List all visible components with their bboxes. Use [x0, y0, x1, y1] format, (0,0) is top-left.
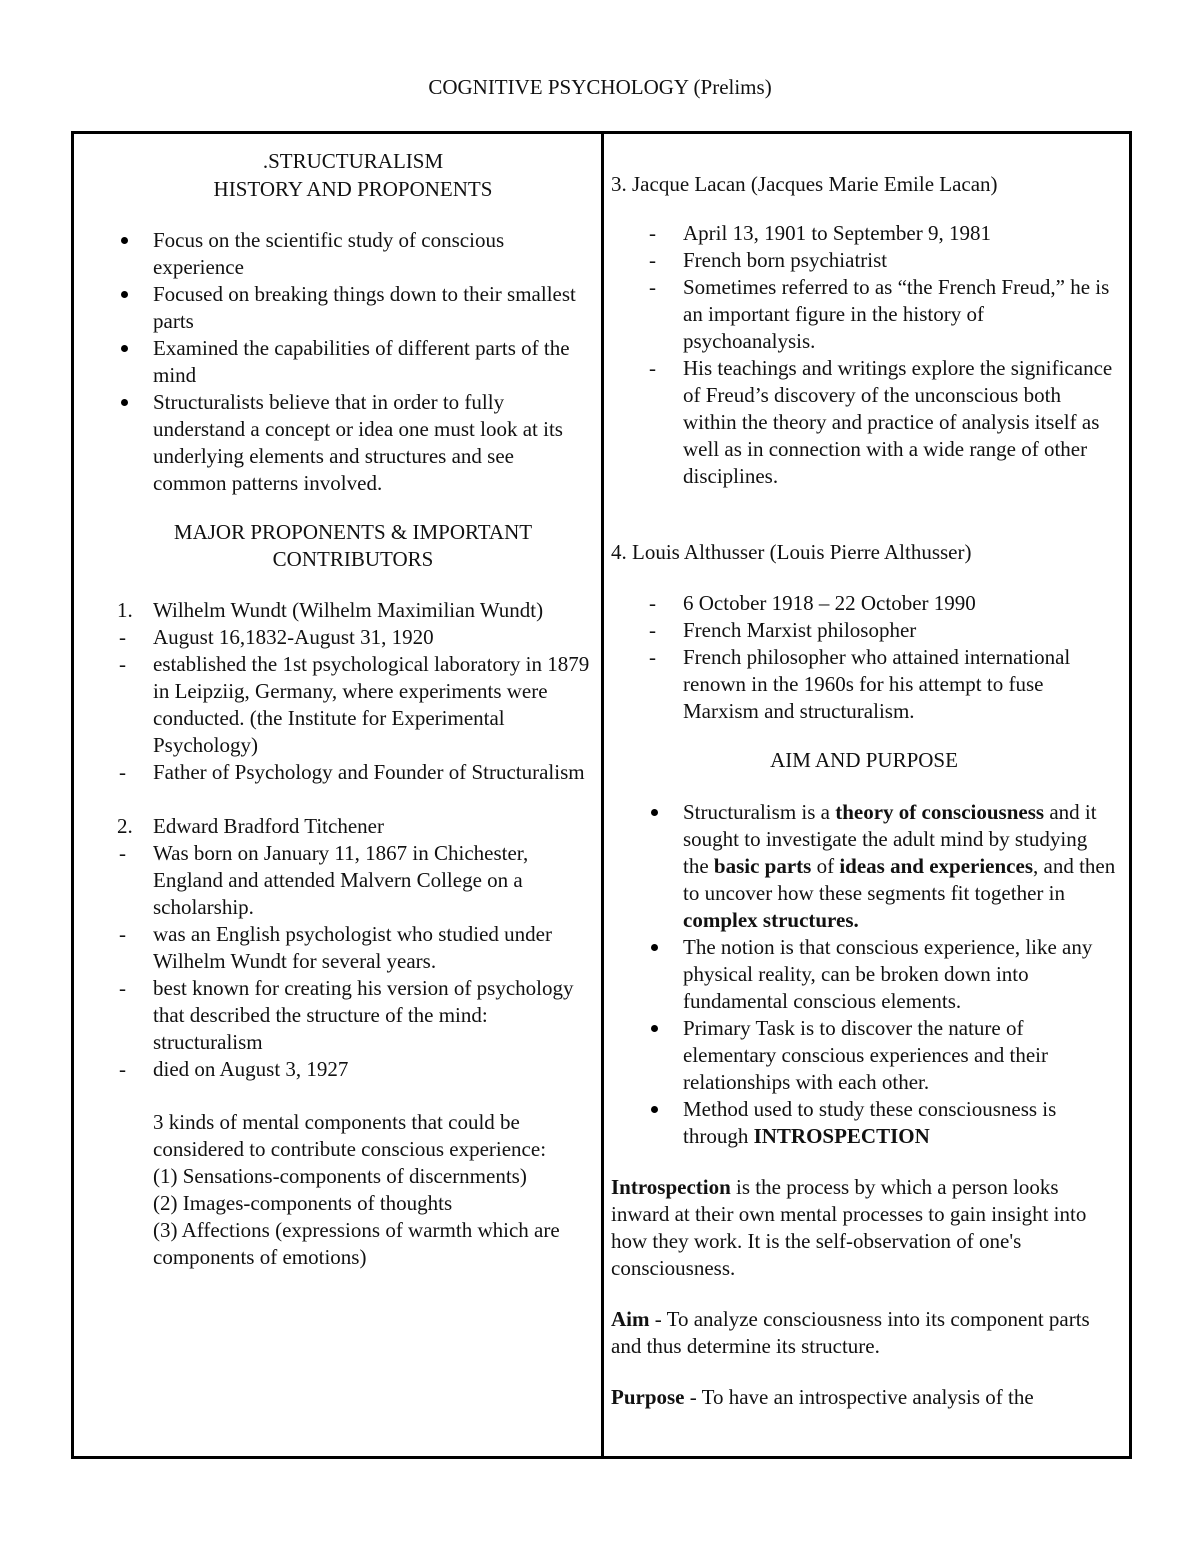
term: Purpose	[611, 1385, 685, 1409]
lacan-title: 3. Jacque Lacan (Jacques Marie Emile Lacan)	[611, 172, 998, 196]
aim-text: of	[811, 854, 840, 878]
titchener-fact	[115, 1056, 591, 1083]
althusser-fact	[645, 644, 1117, 725]
bullet-text: The notion is that conscious experience, like any physical reality, can be broken down into fundamental conscious elements.	[683, 935, 1093, 1013]
component-item: (3) Affections (expressions of warmth which are components of emotions)	[153, 1218, 560, 1269]
wundt-fact	[115, 624, 591, 651]
history-bullet	[115, 281, 591, 335]
titchener-section	[115, 813, 591, 1083]
term: Introspection	[611, 1175, 731, 1199]
bullet-text: Focus on the scientific study of conscious experience	[153, 228, 505, 279]
history-heading	[115, 175, 591, 202]
aim-text: , and then to uncover how these segments fit together in	[683, 854, 1116, 905]
fact-text: established the 1st psychological laboratory in 1879 in Leipziig, Germany, where experiments were conducted. (the Institute for Experimental Psychology)	[153, 652, 590, 757]
althusser-fact	[645, 617, 1117, 644]
component-item: (1) Sensations-components of discernments)	[153, 1164, 527, 1188]
aim-bullet	[645, 799, 1117, 934]
aim-bullet-list	[611, 799, 1117, 1150]
lacan-facts	[611, 220, 1117, 490]
lacan-fact	[645, 247, 1117, 274]
aim-bullet	[645, 1015, 1117, 1096]
althusser-title: 4. Louis Althusser (Louis Pierre Althusser)	[611, 540, 972, 564]
left-column	[74, 134, 604, 1456]
purpose-paragraph	[611, 1384, 1117, 1411]
wundt-name: Wilhelm Wundt (Wilhelm Maximilian Wundt)	[153, 598, 544, 622]
aim-bold: theory of consciousness	[835, 800, 1045, 824]
fact-text: was an English psychologist who studied under Wilhelm Wundt for several years.	[153, 922, 552, 973]
wundt-section	[115, 597, 591, 786]
aim-heading: AIM AND PURPOSE	[770, 748, 958, 772]
titchener-fact	[115, 921, 591, 975]
bullet-text: Primary Task is to discover the nature of elementary conscious experiences and their relationships with each other.	[683, 1016, 1049, 1094]
aim-paragraph	[611, 1306, 1117, 1360]
aim-text: Structuralism is a	[683, 800, 836, 824]
proponents-heading-line1: MAJOR PROPONENTS & IMPORTANT	[173, 520, 533, 544]
definition: - To analyze consciousness into its component parts and thus determine its structure.	[611, 1307, 1090, 1358]
fact-text: Was born on January 11, 1867 in Chichester, England and attended Malvern College on a scholarship.	[153, 841, 529, 919]
titchener-name: Edward Bradford Titchener	[153, 814, 384, 838]
titchener-fact	[115, 975, 591, 1056]
right-column	[604, 134, 1129, 1456]
bullet-text: Examined the capabilities of different parts of the mind	[153, 336, 570, 387]
fact-text: French born psychiatrist	[683, 248, 888, 272]
althusser-fact	[645, 590, 1117, 617]
lacan-fact	[645, 220, 1117, 247]
content-table	[71, 131, 1132, 1459]
aim-bold: basic parts	[713, 854, 812, 878]
fact-text: August 16,1832-August 31, 1920	[153, 625, 434, 649]
structuralism-heading: .STRUCTURALISM	[262, 149, 444, 173]
fact-text: Father of Psychology and Founder of Structuralism	[153, 760, 585, 784]
fact-text: best known for creating his version of psychology that described the structure of the mind: structuralism	[153, 976, 574, 1054]
bullet-text: Method used to study these consciousness is through	[683, 1097, 1057, 1148]
fact-text: April 13, 1901 to September 9, 1981	[683, 221, 991, 245]
list-number: 1.	[117, 598, 133, 622]
history-heading-text: HISTORY AND PROPONENTS	[213, 177, 493, 201]
fact-text: His teachings and writings explore the significance of Freud’s discovery of the unconscious both within the theory and practice of analysis itself as well as in connection with a wide range of other disciplines.	[683, 356, 1113, 488]
list-number: 2.	[117, 814, 133, 838]
wundt-facts	[115, 624, 591, 786]
aim-bold: INTROSPECTION	[753, 1124, 930, 1148]
page-title: COGNITIVE PSYCHOLOGY (Prelims)	[428, 75, 772, 99]
definition: is the process by which a person looks inward at their own mental processes to gain insight into how they work. It is the self-observation of one's consciousness.	[611, 1175, 1087, 1280]
wundt-fact	[115, 651, 591, 759]
fact-text: French philosopher who attained international renown in the 1960s for his attempt to fuse Marxism and structuralism.	[683, 645, 1071, 723]
fact-text: 6 October 1918 – 22 October 1990	[683, 591, 976, 615]
fact-text: Sometimes referred to as “the French Freud,” he is an important figure in the history of psychoanalysis.	[683, 275, 1110, 353]
history-bullet	[115, 335, 591, 389]
bullet-text: Structuralists believe that in order to fully understand a concept or idea one must look at its underlying elements and structures and see common patterns involved.	[153, 390, 563, 495]
wundt-name-item	[115, 597, 591, 624]
mental-components	[115, 1109, 591, 1271]
aim-text: and it sought to investigate the adult mind by studying the	[683, 800, 1097, 878]
components-intro: 3 kinds of mental components that could be considered to contribute conscious experience:	[153, 1110, 547, 1161]
aim-bold: ideas and experiences	[839, 854, 1033, 878]
term: Aim	[611, 1307, 650, 1331]
fact-text: French Marxist philosopher	[683, 618, 917, 642]
bullet-text: Focused on breaking things down to their smallest parts	[153, 282, 576, 333]
aim-bold: complex structures.	[683, 908, 859, 932]
history-bullet-list	[115, 227, 591, 497]
definition: - To have an introspective analysis of the	[684, 1385, 1034, 1409]
lacan-fact	[645, 274, 1117, 355]
titchener-fact	[115, 840, 591, 921]
titchener-name-item	[115, 813, 591, 840]
aim-bullet	[645, 934, 1117, 1015]
lacan-fact	[645, 355, 1117, 490]
aim-bullet	[645, 1096, 1117, 1150]
wundt-fact	[115, 759, 591, 786]
titchener-facts	[115, 840, 591, 1083]
fact-text: died on August 3, 1927	[153, 1057, 349, 1081]
component-item: (2) Images-components of thoughts	[153, 1191, 453, 1215]
proponents-heading-line2: CONTRIBUTORS	[272, 547, 434, 571]
althusser-facts	[611, 590, 1117, 725]
history-bullet	[115, 389, 591, 497]
introspection-paragraph	[611, 1174, 1117, 1282]
history-bullet	[115, 227, 591, 281]
